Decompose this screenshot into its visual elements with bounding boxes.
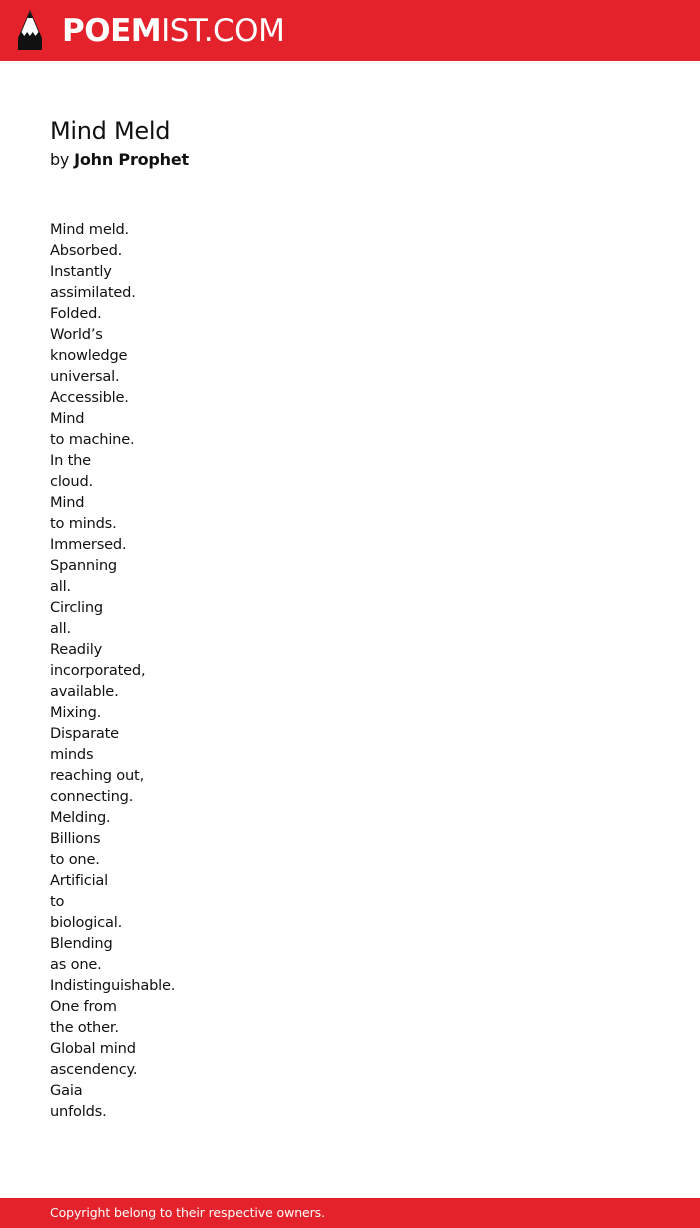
logo-text-bold: POEM bbox=[62, 13, 162, 49]
poem-line: all. bbox=[50, 578, 71, 595]
poem-line: to one. bbox=[50, 851, 100, 868]
poem-line: Disparate bbox=[50, 725, 119, 742]
poem-line: Mind meld. bbox=[50, 221, 129, 238]
poem-line: connecting. bbox=[50, 788, 134, 805]
poem-line: Indistinguishable. bbox=[50, 977, 176, 994]
poem-line: universal. bbox=[50, 368, 120, 385]
poem-line: to bbox=[50, 893, 65, 910]
poem-line: as one. bbox=[50, 956, 102, 973]
poem-line: Immersed. bbox=[50, 536, 127, 553]
poem-line: Mixing. bbox=[50, 704, 102, 721]
poem-line: Mind bbox=[50, 494, 85, 511]
poem-line: World’s bbox=[50, 326, 103, 343]
poem-line: knowledge bbox=[50, 347, 128, 364]
poem-line: Artificial bbox=[50, 872, 109, 889]
poem-line: Instantly bbox=[50, 263, 112, 280]
logo-text-light: IST.COM bbox=[161, 13, 285, 49]
poem-line: One from bbox=[50, 998, 117, 1015]
poem-body bbox=[50, 219, 175, 1122]
poem-line: reaching out, bbox=[50, 767, 145, 784]
author-link[interactable]: John Prophet bbox=[74, 150, 189, 169]
poem-title: Mind Meld bbox=[50, 117, 171, 145]
poem-line: Blending bbox=[50, 935, 113, 952]
poem-line: available. bbox=[50, 683, 119, 700]
poem-line: Global mind bbox=[50, 1040, 136, 1057]
poem-line: Melding. bbox=[50, 809, 111, 826]
site-footer bbox=[0, 1198, 700, 1228]
poem-line: Circling bbox=[50, 599, 103, 616]
poem-line: Readily bbox=[50, 641, 103, 658]
poem-line: Gaia bbox=[50, 1082, 83, 1099]
poem-line: minds bbox=[50, 746, 94, 763]
poem-line: cloud. bbox=[50, 473, 93, 490]
byline-prefix: by bbox=[50, 150, 70, 169]
site-logo-text bbox=[62, 12, 284, 50]
poem-line: unfolds. bbox=[50, 1103, 107, 1120]
poem-line: the other. bbox=[50, 1019, 119, 1036]
poem-line: Accessible. bbox=[50, 389, 129, 406]
poem-line: Absorbed. bbox=[50, 242, 123, 259]
poem-line: ascendency. bbox=[50, 1061, 138, 1078]
poem-line: Mind bbox=[50, 410, 85, 427]
site-header bbox=[0, 0, 700, 61]
poem-line: biological. bbox=[50, 914, 123, 931]
pencil-tip-icon bbox=[17, 9, 43, 51]
copyright-notice: Copyright belong to their respective owners. bbox=[50, 1205, 325, 1220]
poem-header bbox=[50, 114, 189, 171]
poem-line: assimilated. bbox=[50, 284, 136, 301]
poem-byline bbox=[50, 149, 189, 171]
poem-line: all. bbox=[50, 620, 71, 637]
poem-line: to minds. bbox=[50, 515, 117, 532]
poem-line: Folded. bbox=[50, 305, 102, 322]
poem-line: In the bbox=[50, 452, 91, 469]
poem-line: incorporated, bbox=[50, 662, 146, 679]
poem-line: Spanning bbox=[50, 557, 117, 574]
poem-line: Billions bbox=[50, 830, 101, 847]
poem-line: to machine. bbox=[50, 431, 135, 448]
